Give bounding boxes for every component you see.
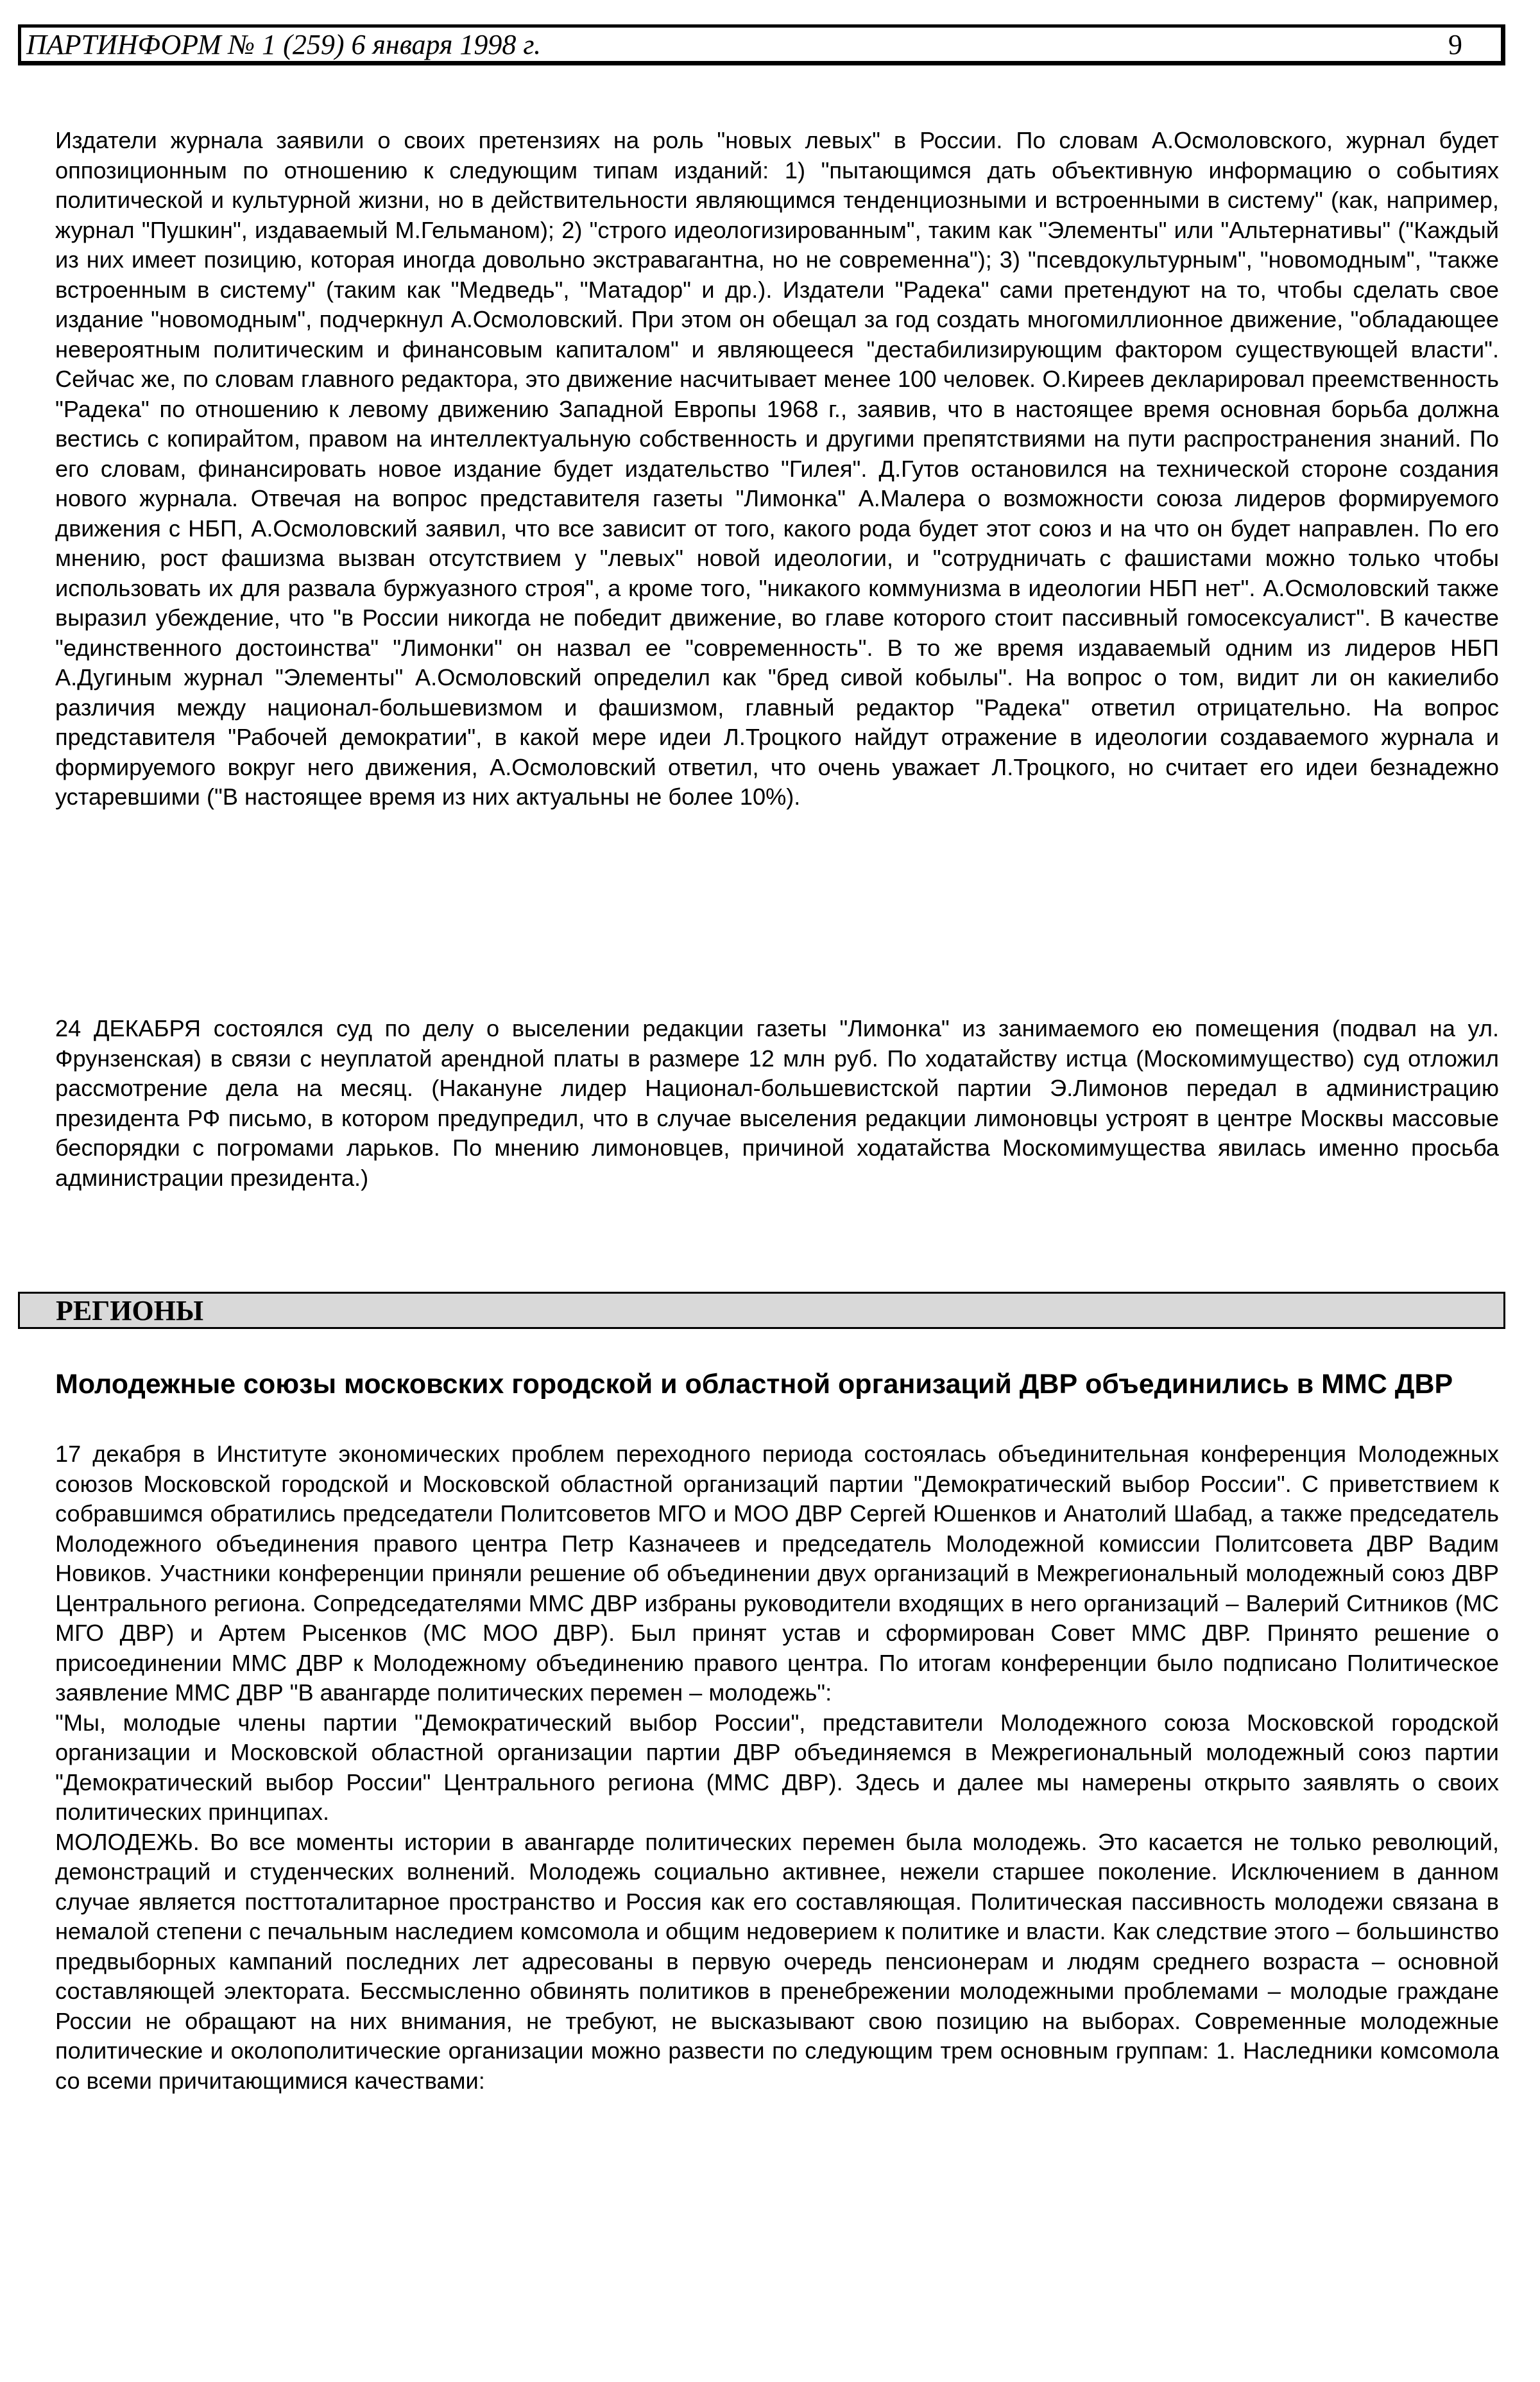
top-article-text (55, 126, 1499, 812)
article-title: Молодежные союзы московских городской и областной организаций ДВР объединились в ММС ДВР (55, 1369, 1453, 1400)
paragraph: 17 декабря в Институте экономических проблем переходного периода состоялась объединительная конференция Молодежных союзов Московской городской и Московской областной организаций партии "Демократический выбор России". С приветствием к собравшимся обратились председатели Политсоветов МГО и МОО ДВР Сергей Юшенков и Анатолий Шабад, а также председатель Молодежного объединения правого центра Петр Казначеев и председатель Молодежной комиссии Политсовета ДВР Вадим Новиков. Участники конференции приняли решение об объединении двух организаций в Межрегиональный молодежный союз ДВР Центрального региона. Сопредседателями ММС ДВР избраны руководители входящих в него организаций – Валерий Ситников (МС МГО ДВР) и Артем Рысенков (МС МОО ДВР). Был принят устав и сформирован Совет ММС ДВР. Принято решение о присоединении ММС ДВР к Молодежному объединению правого центра. По итогам конференции было подписано Политическое заявление ММС ДВР "В авангарде политических перемен – молодежь": (55, 1441, 1499, 1706)
publication-title: ПАРТИНФОРМ № 1 (259) 6 января 1998 г. (26, 28, 542, 60)
paragraph: 24 ДЕКАБРЯ состоялся суд по делу о выселении редакции газеты "Лимонка" из занимаемого ею помещения (подвал на ул. Фрунзенская) в связи с неуплатой арендной платы в размере 12 млн руб. По ходатайству истца (Москомимущество) суд отложил рассмотрение дела на месяц. (Накануне лидер Национал-большевистской партии Э.Лимонов передал в администрацию президента РФ письмо, в котором предупредил, что в случае выселения редакции лимоновцы устроят в центре Москвы массовые беспорядки с погромами ларьков. По мнению лимоновцев, причиной ходатайства Москомимущества явилась именно просьба администрации президента.) (55, 1015, 1499, 1191)
section-heading-bar (18, 1292, 1505, 1329)
court-news-text (55, 1014, 1499, 1193)
article-body (55, 1439, 1499, 2096)
page-header (18, 24, 1505, 65)
paragraph: МОЛОДЕЖЬ. Во все моменты истории в авангарде политических перемен была молодежь. Это касается не только революций, демонстраций и студенческих волнений. Молодежь социально активнее, нежели старшее поколение. Исключением в данном случае является посттоталитарное пространство и Россия как его составляющая. Политическая пассивность молодежи связана в немалой степени с печальным наследием комсомола и общим недоверием к политике и власти. Как следствие этого – большинство предвыборных кампаний последних лет адресованы в первую очередь пенсионерам и людям среднего возраста – основной составляющей электората. Бессмысленно обвинять политиков в пренебрежении молодежными проблемами – молодые граждане России не обращают на них внимания, не требуют, не высказывают свою позицию на выборах. Современные молодежные политические и околополитические организации можно развести по следующим трем основным группам: 1. Наследники комсомола со всеми причитающимися качествами: (55, 1828, 1499, 2094)
paragraph: Издатели журнала заявили о своих претензиях на роль "новых левых" в России. По словам А.Осмоловского, журнал будет оппозиционным по отношению к следующим типам изданий: 1) "пытающимся дать объективную информацию о событиях политической и культурной жизни, но в действительности являющимся тенденциозными и встроенными в систему" (как, например, журнал "Пушкин", издаваемый М.Гельманом); 2) "строго идеологизированным", таким как "Элементы" или "Альтернативы" ("Каждый из них имеет позицию, которая иногда довольно экстравагантна, но не современна"); 3) "псевдокультурным", "новомодным", "также встроенным в систему" (таким как "Медведь", "Матадор" и др.). Издатели "Радека" сами претендуют на то, чтобы сделать свое издание "новомодным", подчеркнул А.Осмоловский. При этом он обещал за год создать многомиллионное движение, "обладающее невероятным политическим и финансовым капиталом" и являющееся "дестабилизирующим фактором существующей власти". Сейчас же, по словам главного редактора, это движение насчитывает менее 100 человек. О.Киреев декларировал преемственность "Радека" по отношению к левому движению Западной Европы 1968 г., заявив, что в настоящее время основная борьба должна вестись с копирайтом, правом на интеллектуальную собственность и другими препятствиями на пути распространения знаний. По его словам, финансировать новое издание будет издательство "Гилея". Д.Гутов остановился на технической стороне создания нового журнала. Отвечая на вопрос представителя газеты "Лимонка" А.Малера о возможности союза лидеров формируемого движения с НБП, А.Осмоловский заявил, что все зависит от того, какого рода будет этот союз и на что он будет направлен. По его мнению, рост фашизма вызван отсутствием у "левых" новой идеологии, и "сотрудничать с фашистами можно только чтобы использовать их для развала буржуазного строя", а кроме того, "никакого коммунизма в идеологии НБП нет". А.Осмоловский также выразил убеждение, что "в России никогда не победит движение, во главе которого стоит пассивный гомосексуалист". В качестве "единственного достоинства" "Лимонки" он назвал ее "современность". В то же время издаваемый одним из лидеров НБП А.Дугиным журнал "Элементы" А.Осмоловский определил как "бред сивой кобылы". На вопрос о том, видит ли он какиелибо различия между национал-большевизмом и фашизмом, главный редактор "Радека" ответил отрицательно. На вопрос представителя "Рабочей демократии", в какой мере идеи Л.Троцкого найдут отражение в идеологии создаваемого журнала и формируемого вокруг него движения, А.Осмоловский ответил, что очень уважает Л.Троцкого, но считает его идеи безнадежно устаревшими ("В настоящее время из них актуальны не более 10%). (55, 127, 1499, 810)
section-heading: РЕГИОНЫ (56, 1294, 204, 1326)
page-number: 9 (1448, 28, 1462, 60)
paragraph: "Мы, молодые члены партии "Демократический выбор России", представители Молодежного союза Московской городской организации и Московской областной организации партии ДВР объединяемся в Межрегиональный молодежный союз партии "Демократический выбор России" Центрального региона (ММС ДВР). Здесь и далее мы намерены открыто заявлять о своих политических принципах. (55, 1709, 1499, 1825)
